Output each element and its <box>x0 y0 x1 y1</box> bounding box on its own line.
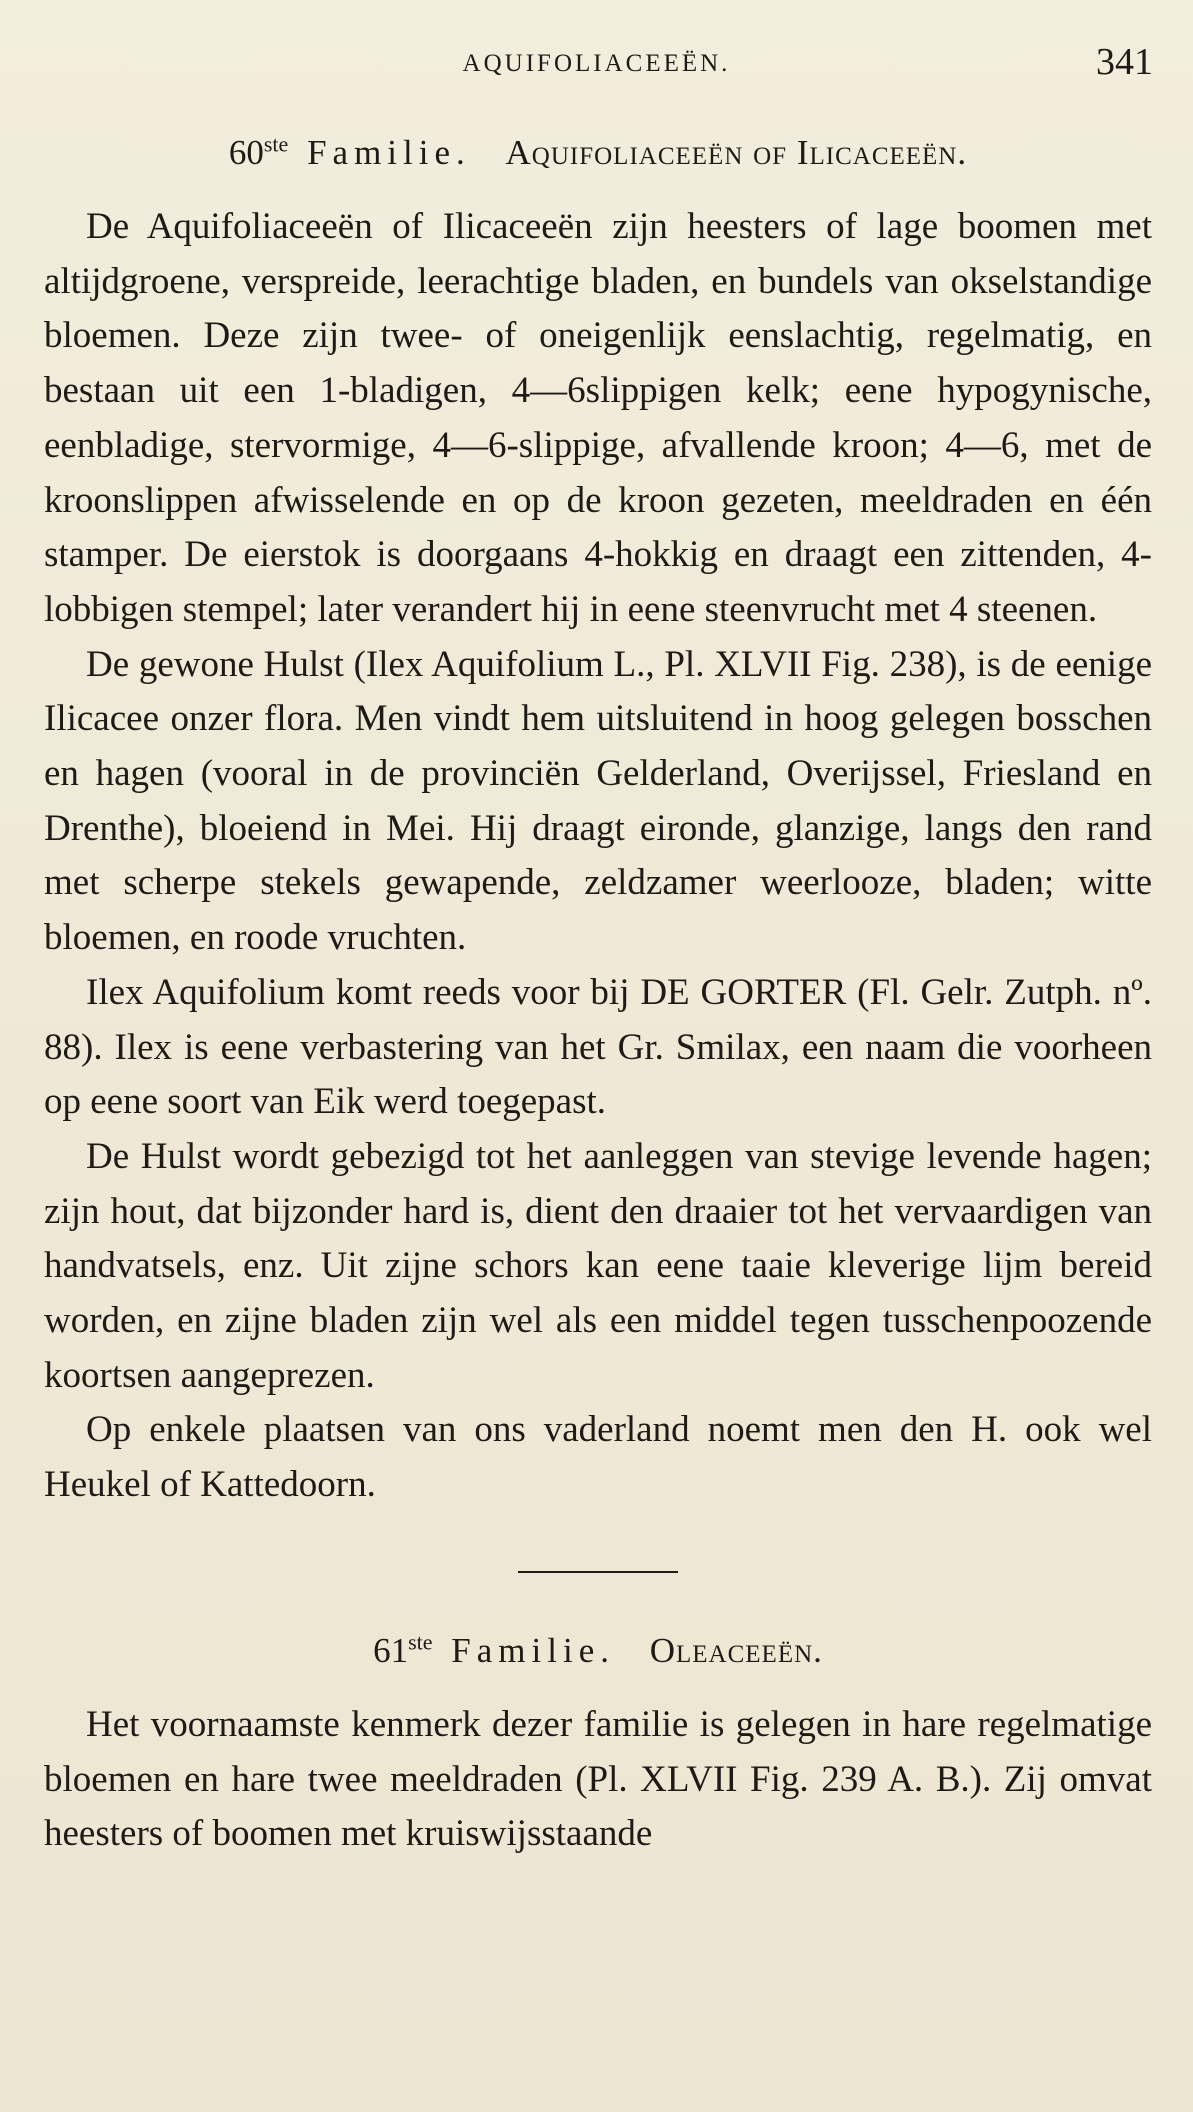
running-title: AQUIFOLIACEEËN. <box>462 50 731 77</box>
paragraph: De gewone Hulst (Ilex Aquifolium L., Pl. XLVII Fig. 238), is de eenige Ilicacee onzer flora. Men vindt hem uitsluitend in hoog gelegen bosschen en hagen (vooral in de provinciën Gelderland, Overijssel, Friesland en Drenthe), bloeiend in Mei. Hij draagt eironde, glanzige, langs den rand met scherpe stekels gewapende, zeldzamer weerlooze, bladen; witte bloemen, en roode vruchten. <box>44 643 1152 959</box>
family-number <box>373 1631 432 1670</box>
family-heading-60 <box>44 125 1152 180</box>
paragraph: De Aquifoliaceeën of Ilicaceeën zijn heesters of lage boomen met altijdgroene, verspreide, leerachtige bladen, en bundels van okselstandige bloemen. Deze zijn twee- of oneigenlijk eenslachtig, regelmatig, en bestaan uit een 1-bladigen, 4—6slippigen kelk; eene hypogynische, eenbladige, stervormige, 4—6-slippige, afvallende kroon; 4—6, met de kroonslippen afwisselende en op de kroon gezeten, meeldraden en één stamper. De eierstok is doorgaans 4-hokkig en draagt een zittenden, 4-lobbigen stempel; later verandert hij in eene steenvrucht met 4 steenen. <box>44 206 1152 630</box>
family-number-value: 61 <box>373 1630 409 1670</box>
family-number-suffix: ste <box>263 131 289 157</box>
page-number: 341 <box>1096 41 1153 83</box>
family-label: Familie. <box>307 133 471 172</box>
family-title: Aquifoliaceeën of Ilicaceeën. <box>505 133 968 172</box>
family-number-value: 60 <box>228 133 264 172</box>
section-divider <box>518 1571 678 1573</box>
family-title: Oleaceeën. <box>649 1630 823 1670</box>
family-heading-61 <box>44 1623 1152 1678</box>
paragraph: De Hulst wordt gebezigd tot het aanleggen van stevige levende hagen; zijn hout, dat bijzonder hard is, dient den draaier tot het vervaardigen van handvatsels, enz. Uit zijne schors kan eene taaie kleverige lijm bereid worden, en zijne bladen zijn wel als een middel tegen tusschenpoozende koortsen aangeprezen. <box>44 1135 1152 1396</box>
page-header <box>0 40 1193 90</box>
body-text <box>44 125 1152 1862</box>
paragraph: Het voornaamste kenmerk dezer familie is gelegen in hare regelmatige bloemen en hare twee meeldraden (Pl. XLVII Fig. 239 A. B.). Zij omvat heesters of boomen met kruiswijsstaande <box>44 1703 1152 1855</box>
family-label: Familie. <box>451 1630 615 1670</box>
paragraph: Ilex Aquifolium komt reeds voor bij DE GORTER (Fl. Gelr. Zutph. nº. 88). Ilex is eene verbastering van het Gr. Smilax, een naam die voorheen op eene soort van Eik werd toegepast. <box>44 971 1152 1123</box>
family-number <box>229 133 288 172</box>
paragraph: Op enkele plaatsen van ons vaderland noemt men den H. ook wel Heukel of Kattedoorn. <box>44 1409 1152 1506</box>
family-number-suffix: ste <box>408 1629 433 1655</box>
